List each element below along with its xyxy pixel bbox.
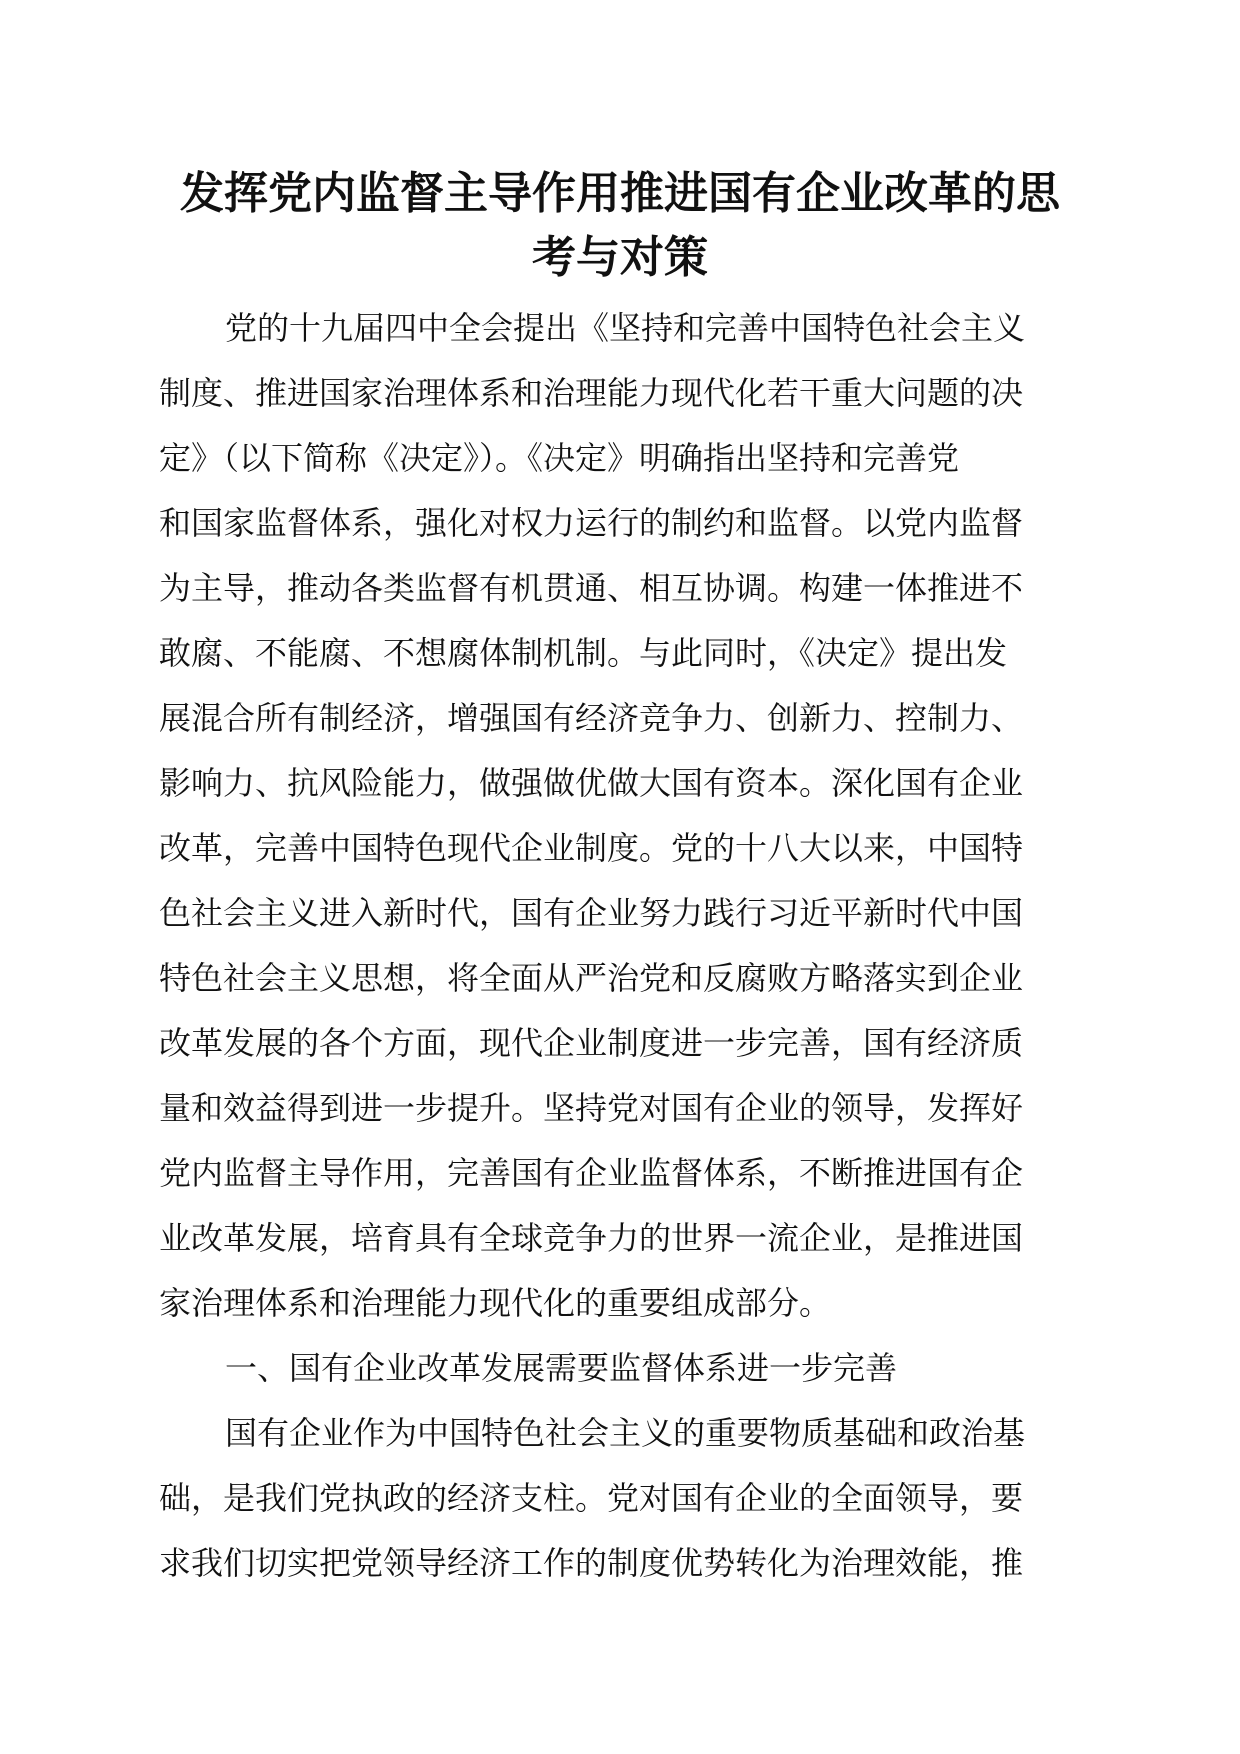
body-line: 为主导，推动各类监督有机贯通、相互协调。构建一体推进不 bbox=[159, 569, 1024, 607]
body-line: 量和效益得到进一步提升。坚持党对国有企业的领导，发挥好 bbox=[159, 1089, 1024, 1127]
title-line-2: 考与对策 bbox=[532, 232, 708, 283]
body-line: 改革，完善中国特色现代企业制度。党的十八大以来，中国特 bbox=[159, 829, 1024, 867]
body-line: 和国家监督体系，强化对权力运行的制约和监督。以党内监督 bbox=[159, 504, 1024, 542]
document-body bbox=[159, 296, 1091, 1596]
title-line-1: 发挥党内监督主导作用推进国有企业改革的思 bbox=[180, 168, 1060, 219]
body-line: 党的十九届四中全会提出《坚持和完善中国特色社会主义 bbox=[225, 309, 1026, 347]
body-line: 敢腐、不能腐、不想腐体制机制。与此同时，《决定》提出发 bbox=[159, 634, 1008, 672]
body-line: 一、国有企业改革发展需要监督体系进一步完善 bbox=[225, 1349, 898, 1387]
body-line: 国有企业作为中国特色社会主义的重要物质基础和政治基 bbox=[225, 1414, 1026, 1452]
body-line: 展混合所有制经济，增强国有经济竞争力、创新力、控制力、 bbox=[159, 699, 1024, 737]
body-line: 制度、推进国家治理体系和治理能力现代化若干重大问题的决 bbox=[159, 374, 1024, 412]
document-title bbox=[150, 162, 1090, 290]
body-line: 础，是我们党执政的经济支柱。党对国有企业的全面领导，要 bbox=[159, 1479, 1024, 1517]
body-line: 定》（以下简称《决定》）。《决定》明确指出坚持和完善党 bbox=[159, 439, 960, 477]
body-line: 业改革发展，培育具有全球竞争力的世界一流企业，是推进国 bbox=[159, 1219, 1024, 1257]
body-line: 色社会主义进入新时代，国有企业努力践行习近平新时代中国 bbox=[159, 894, 1024, 932]
body-line: 改革发展的各个方面，现代企业制度进一步完善，国有经济质 bbox=[159, 1024, 1024, 1062]
body-line: 特色社会主义思想，将全面从严治党和反腐败方略落实到企业 bbox=[159, 959, 1024, 997]
body-line: 党内监督主导作用，完善国有企业监督体系，不断推进国有企 bbox=[159, 1154, 1024, 1192]
body-line: 影响力、抗风险能力，做强做优做大国有资本。深化国有企业 bbox=[159, 764, 1024, 802]
body-line: 求我们切实把党领导经济工作的制度优势转化为治理效能，推 bbox=[159, 1544, 1024, 1582]
body-line: 家治理体系和治理能力现代化的重要组成部分。 bbox=[159, 1284, 832, 1322]
